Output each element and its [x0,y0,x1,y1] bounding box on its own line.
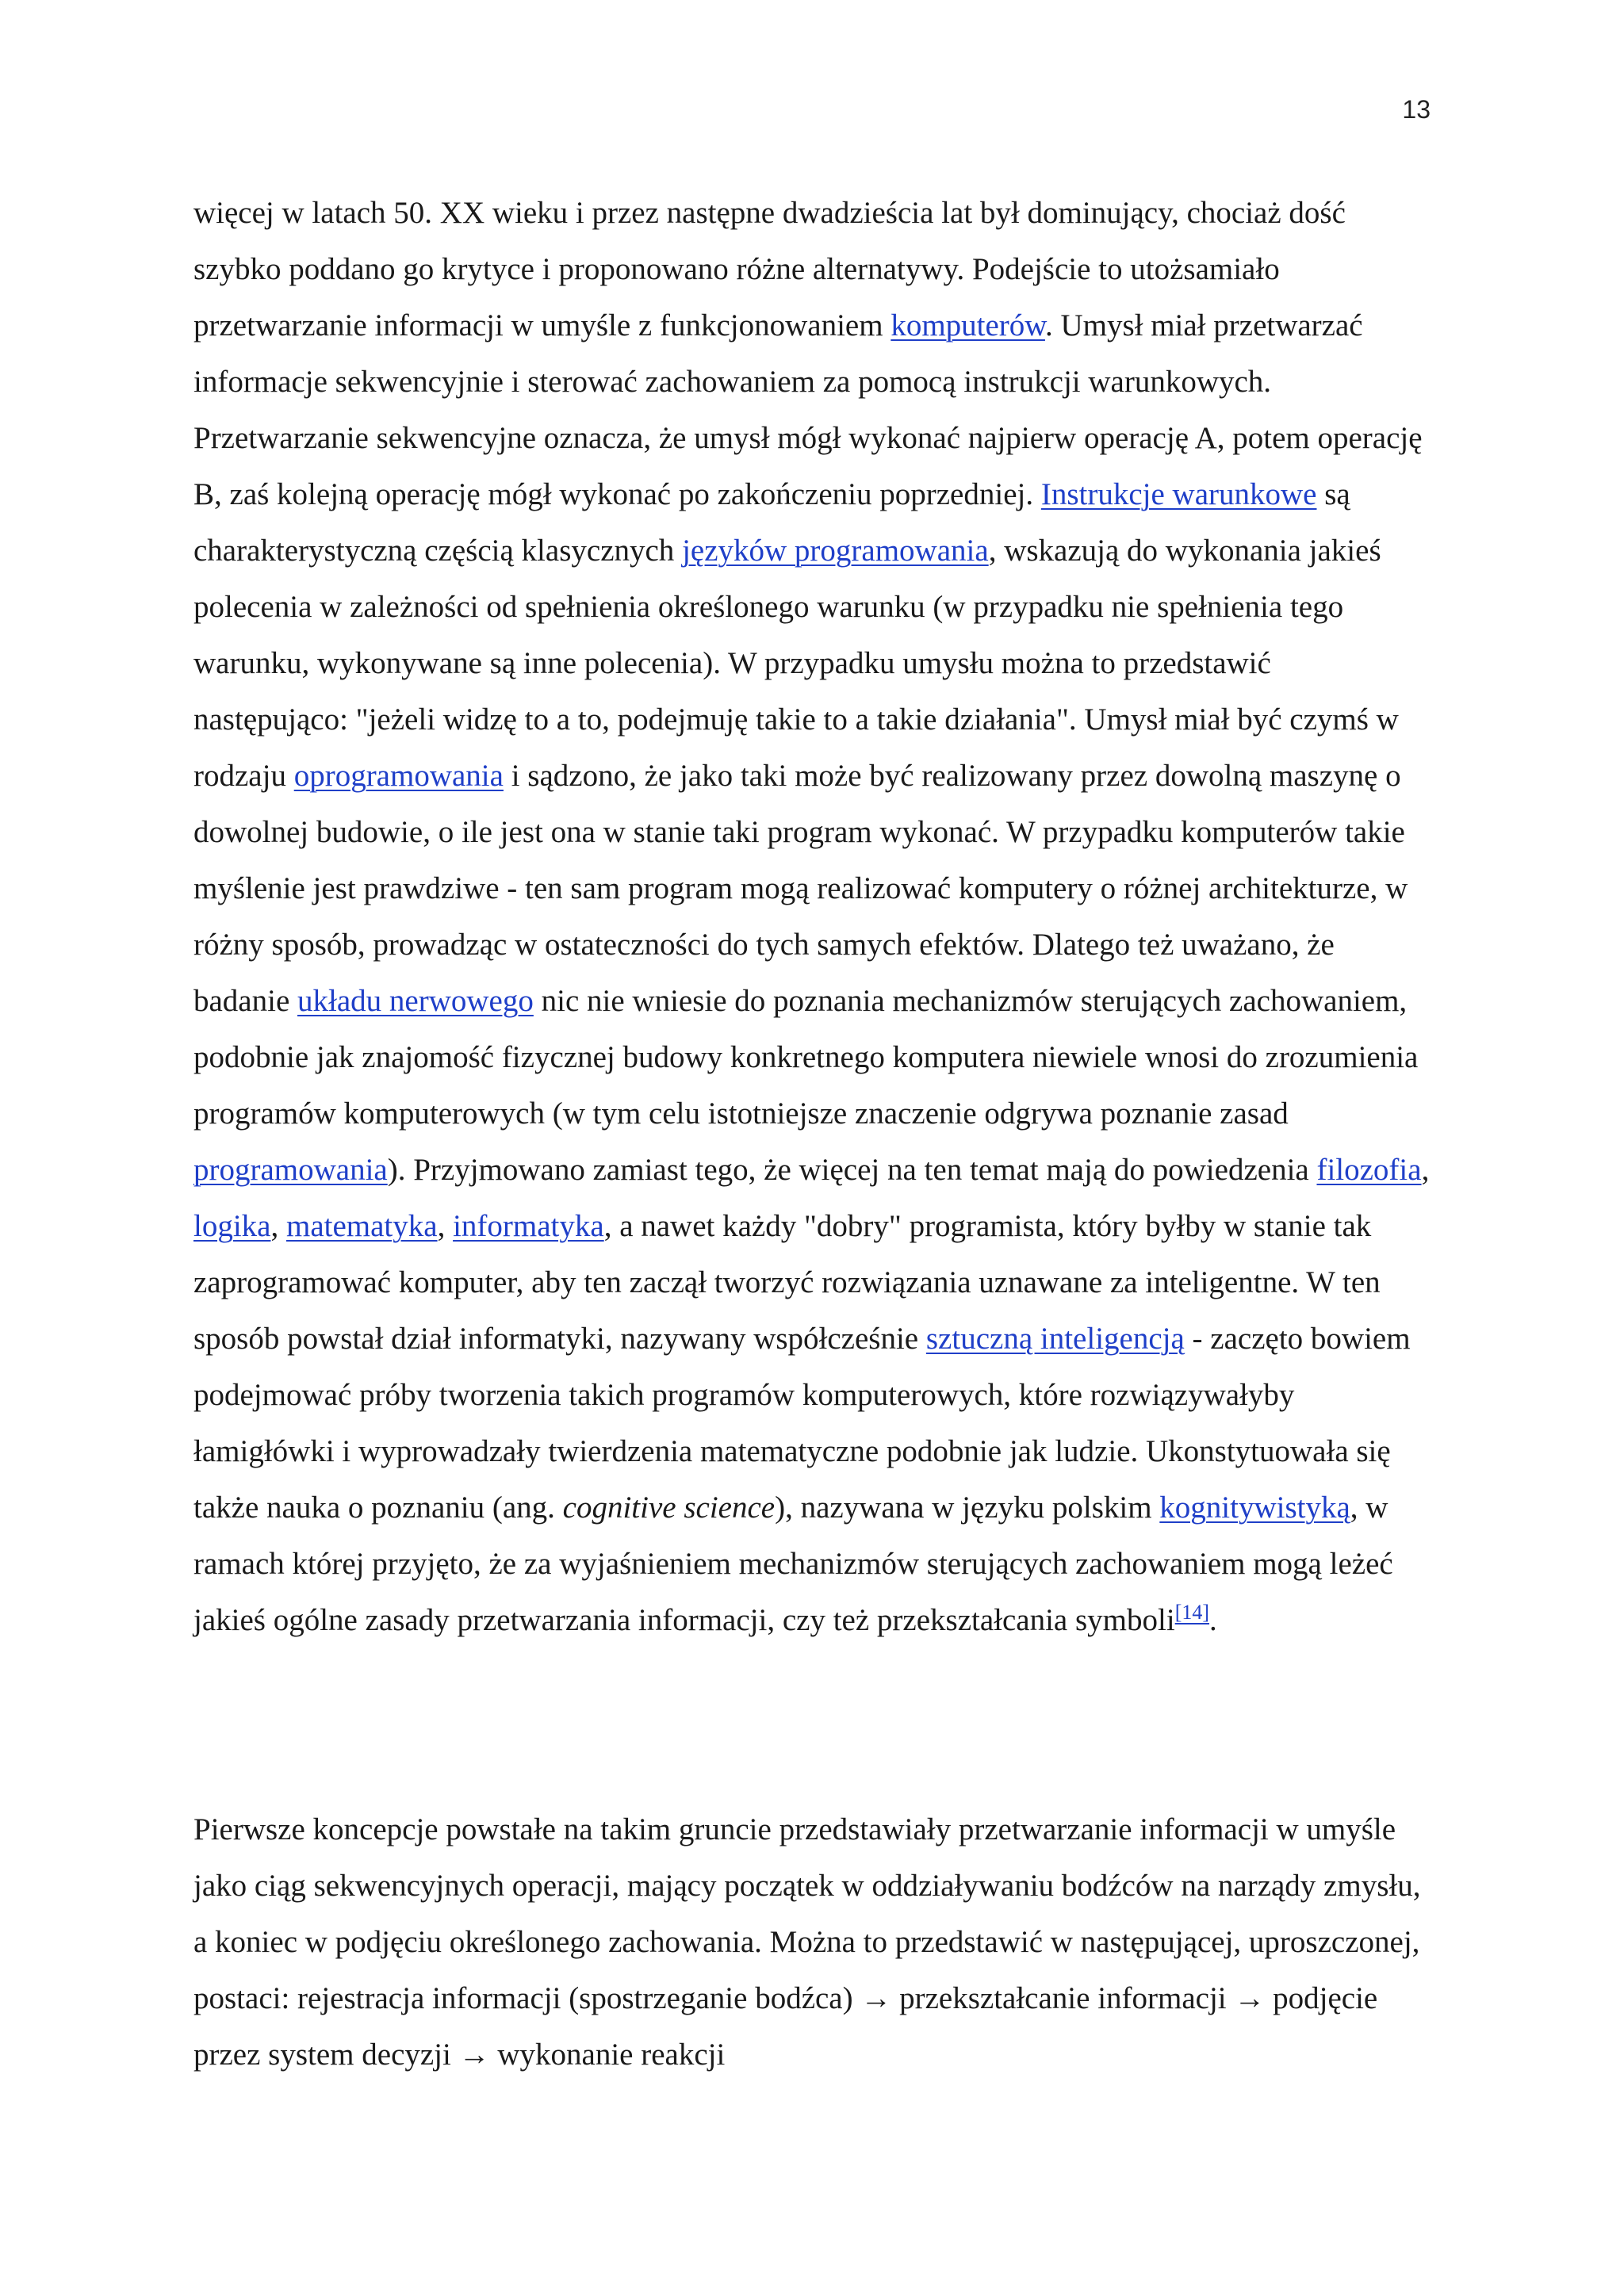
link-instrukcje-warunkowe[interactable]: Instrukcje warunkowe [1040,477,1317,511]
text-run: . [1209,1603,1217,1637]
text-run: , wskazują do wykonania jakieś polecenia w zależności od spełnienia określonego warunku (w przypadku nie spełnienia tego warunku, wykonywane są inne polecenia). W przypadku umysłu można to przedstawić następująco: "jeżeli widzę to a to, podejmuję takie to a takie działania". Umysł miał być czymś w rodzaju [193,534,1399,793]
link-jezykow-programowania[interactable]: języków programowania [682,534,989,568]
link-sztuczna-inteligencja[interactable]: sztuczną inteligencją [925,1322,1185,1356]
link-oprogramowania[interactable]: oprogramowania [293,759,504,793]
text-run: , [270,1209,286,1243]
page-number: 13 [1402,95,1431,124]
text-run: nic nie wniesie do poznania mechanizmów sterujących zachowaniem, podobnie jak znajomość fizycznej budowy konkretnego komputera niewiele wnosi do zrozumienia programów komputerowych (w tym celu istotniejsze znaczenie odgrywa poznanie zasad [193,984,1419,1131]
text-run: , [1421,1153,1430,1187]
text-run: więcej w latach 50. XX wieku i przez następne dwadzieścia lat był dominujący, chociaż dość szybko poddano go krytyce i proponowano różne alternatywy. Podejście to utożsamiało przetwarzanie informacji w umyśle z funkcjonowaniem [193,196,1346,342]
link-programowania[interactable]: programowania [193,1153,388,1187]
footnote-link-14[interactable]: [14] [1174,1601,1210,1624]
text-run: , a nawet każdy "dobry" programista, który byłby w stanie tak zaprogramować komputer, aby ten zaczął tworzyć rozwiązania uznawane za inteligentne. W ten sposób powstał dział informatyki, nazywany współcześnie [193,1209,1381,1356]
link-kognitywistyka[interactable]: kognitywistyką [1159,1490,1350,1525]
text-run: i sądzono, że jako taki może być realizowany przez dowolną maszynę o dowolnej budowie, o ile jest ona w stanie taki program wykonać. W przypadku komputerów takie myślenie jest prawdziwe - ten sam program mogą realizować komputery o różnej architekturze, w różny sposób, prowadząc w ostateczności do tych samych efektów. Dlatego też uważano, że badanie [193,759,1408,1018]
link-logika[interactable]: logika [193,1209,271,1243]
link-filozofia[interactable]: filozofia [1316,1153,1422,1187]
link-ukladu-nerwowego[interactable]: układu nerwowego [297,984,534,1018]
text-run: ). Przyjmowano zamiast tego, że więcej na ten temat mają do powiedzenia [387,1153,1317,1187]
text-run: są charakterystyczną częścią klasycznych [193,477,1350,568]
text-run: ), nazywana w języku polskim [775,1490,1160,1525]
text-run: - zaczęto bowiem podejmować próby tworzenia takich programów komputerowych, które rozwiązywałyby łamigłówki i wyprowadzały twierdzenia matematyczne podobnie jak ludzie. Ukonstytuowała się także nauka o poznaniu (ang. [193,1322,1411,1525]
text-run: , [437,1209,454,1243]
paragraph-2: Pierwsze koncepcje powstałe na takim gruncie przedstawiały przetwarzanie informacji w umyśle jako ciąg sekwencyjnych operacji, mający początek w oddziaływaniu bodźców na narządy zmysłu, a koniec w podjęciu określonego zachowania. Można to przedstawić w następującej, uproszczonej, postaci: rejestracja informacji (spostrzeganie bodźca) → przekształcanie informacji → podjęcie przez system decyzji → wykonanie reakcji [193,1812,1421,2072]
link-matematyka[interactable]: matematyka [285,1209,438,1243]
text-run: , w ramach której przyjęto, że za wyjaśnieniem mechanizmów sterujących zachowaniem mogą leżeć jakieś ogólne zasady przetwarzania informacji, czy też przekształcania symboli [193,1490,1393,1637]
link-komputerow[interactable]: komputerów [891,308,1045,342]
paragraph-1 [193,185,1431,1648]
italic-term: cognitive science [562,1490,776,1525]
text-run: . Umysł miał przetwarzać informacje sekwencyjnie i sterować zachowaniem za pomocą instrukcji warunkowych. Przetwarzanie sekwencyjne oznacza, że umysł mógł wykonać najpierw operację A, potem operację B, zaś kolejną operację mógł wykonać po zakończeniu poprzedniej. [193,308,1423,511]
link-informatyka[interactable]: informatyka [453,1209,604,1243]
